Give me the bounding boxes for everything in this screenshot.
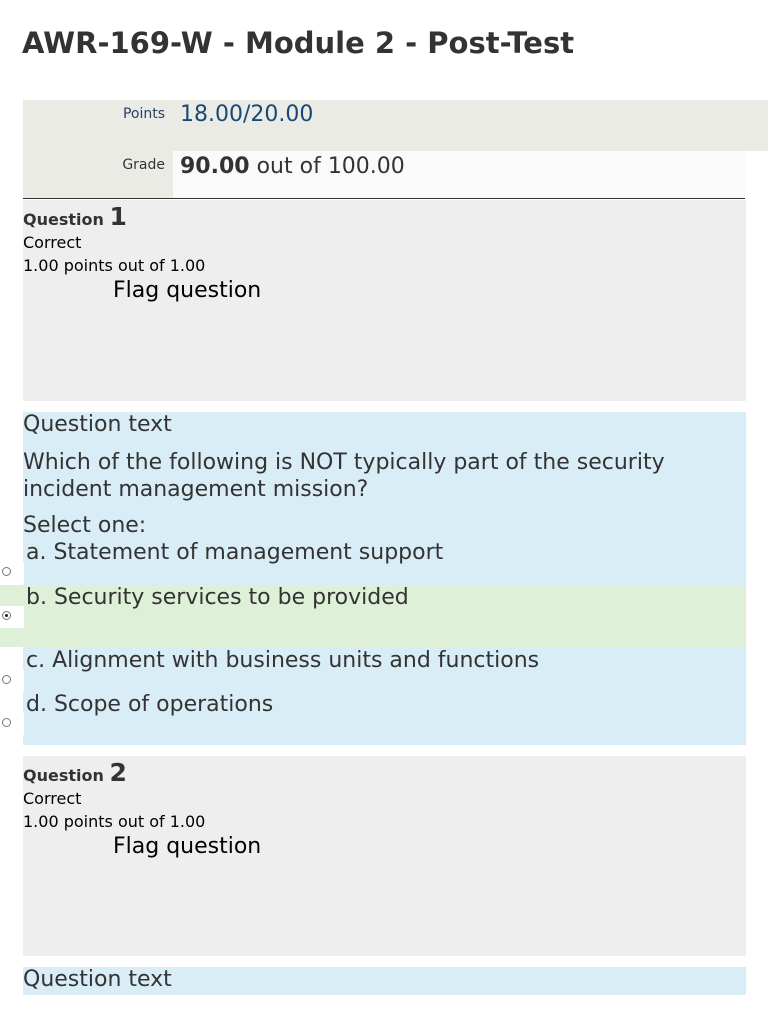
answer-a-label[interactable]: a. Statement of management support — [26, 540, 444, 565]
radio-unchecked-icon — [2, 718, 11, 727]
grade-score: 90.00 — [180, 154, 250, 179]
question-number: 1 — [109, 202, 127, 231]
quiz-summary-table — [23, 100, 768, 199]
question-1-state: Correct — [23, 233, 82, 252]
question-1-content — [23, 412, 746, 745]
question-label: Question — [23, 210, 104, 229]
answer-option-c[interactable] — [0, 647, 746, 692]
question-number: 2 — [109, 758, 127, 787]
answer-b-radio[interactable] — [0, 606, 24, 628]
question-2-text-heading: Question text — [23, 967, 172, 992]
points-value: 18.00/20.00 — [180, 102, 314, 127]
question-1-text: Which of the following is NOT typically part of the security incident management mission? — [23, 450, 665, 502]
question-2-state: Correct — [23, 789, 82, 808]
question-label: Question — [23, 766, 104, 785]
grade-row — [23, 151, 745, 199]
grade-label: Grade — [122, 157, 165, 173]
answer-d-label[interactable]: d. Scope of operations — [26, 692, 274, 717]
question-1-prompt: Select one: — [23, 513, 147, 538]
question-1-grade: 1.00 points out of 1.00 — [23, 256, 206, 275]
question-2-number — [23, 758, 127, 787]
answer-a-radio[interactable] — [0, 562, 24, 584]
answer-c-label[interactable]: c. Alignment with business units and functions — [26, 648, 540, 673]
radio-unchecked-icon — [2, 675, 11, 684]
question-2-content — [23, 967, 746, 995]
points-label: Points — [122, 106, 165, 122]
answer-b-label[interactable]: b. Security services to be provided — [26, 585, 409, 610]
grade-suffix: out of 100.00 — [256, 154, 405, 179]
grade-value — [180, 152, 405, 179]
question-1-info — [23, 200, 746, 401]
question-2-info — [23, 756, 746, 956]
answer-c-radio[interactable] — [0, 670, 24, 692]
answer-d-radio[interactable] — [0, 713, 24, 735]
question-1-number — [23, 202, 127, 231]
answer-option-b[interactable] — [0, 585, 746, 647]
question-1-flag-link[interactable]: Flag question — [113, 278, 262, 303]
page-title: AWR-169-W - Module 2 - Post-Test — [22, 26, 575, 60]
radio-checked-icon — [2, 611, 11, 620]
question-2-grade: 1.00 points out of 1.00 — [23, 812, 206, 831]
answer-option-d[interactable] — [0, 692, 746, 737]
radio-unchecked-icon — [2, 567, 11, 576]
points-row — [23, 100, 768, 151]
answer-option-a[interactable] — [0, 540, 746, 585]
question-1-text-heading: Question text — [23, 412, 172, 437]
question-2-flag-link[interactable]: Flag question — [113, 834, 262, 859]
